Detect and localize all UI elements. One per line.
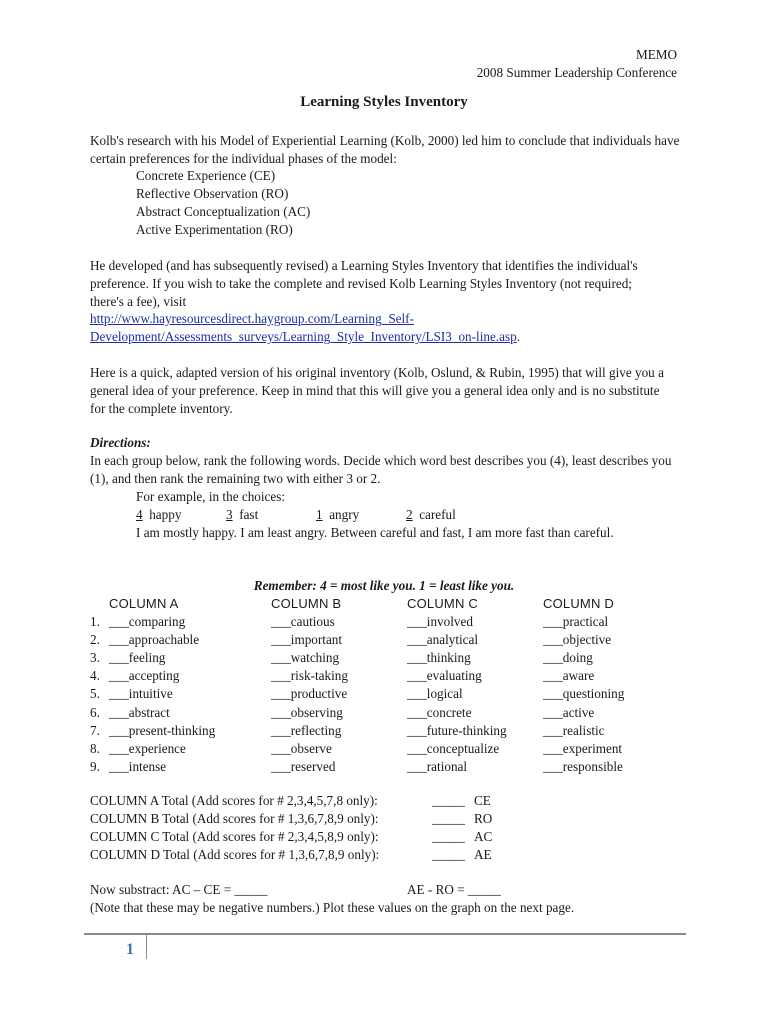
subtract-ac-ce: Now substract: AC – CE = _____ bbox=[90, 882, 268, 897]
row-number: 6. bbox=[90, 704, 100, 720]
total-blank[interactable]: _____ bbox=[432, 793, 465, 808]
rank-item-c[interactable]: ___logical bbox=[407, 686, 463, 702]
rank-item-b[interactable]: ___cautious bbox=[271, 614, 335, 629]
footer-rule bbox=[84, 933, 686, 935]
example-intro: For example, in the choices: bbox=[136, 489, 286, 504]
row-number: 4. bbox=[90, 668, 100, 684]
column-header-c: COLUMN C bbox=[407, 596, 478, 611]
total-label: COLUMN C Total (Add scores for # 2,3,4,5,8,9 only): bbox=[90, 829, 379, 844]
rank-item-a[interactable]: ___approachable bbox=[109, 632, 200, 648]
total-blank[interactable]: _____ bbox=[432, 847, 465, 862]
subtract-note: (Note that these may be negative numbers.) Plot these values on the graph on the next page. bbox=[90, 900, 575, 915]
total-label: COLUMN B Total (Add scores for # 1,3,6,7,8,9 only): bbox=[90, 811, 379, 826]
phase-item: Concrete Experience (CE) bbox=[136, 168, 276, 183]
rank-item-c[interactable]: ___analytical bbox=[407, 632, 479, 648]
rank-item-b[interactable]: ___observe bbox=[271, 740, 332, 756]
example-item: 2 careful bbox=[406, 507, 456, 522]
developed-paragraph: He developed (and has subsequently revised) a Learning Styles Inventory that identifies the individual's preference. If you wish to take the complete and revised Kolb Learning Styles Inventory (not required; there's a fee), visit bbox=[90, 258, 638, 309]
rank-item-d[interactable]: ___questioning bbox=[543, 686, 625, 702]
page-title: Learning Styles Inventory bbox=[300, 94, 468, 110]
rank-item-c[interactable]: ___evaluating bbox=[407, 668, 482, 684]
rank-item-b[interactable]: ___important bbox=[271, 632, 343, 648]
total-code: AC bbox=[474, 829, 493, 844]
footer-divider bbox=[146, 935, 147, 959]
rank-item-d[interactable]: ___responsible bbox=[543, 758, 623, 774]
total-code: RO bbox=[474, 811, 493, 826]
row-number: 2. bbox=[90, 632, 100, 648]
column-header-b: COLUMN B bbox=[271, 596, 342, 611]
rank-item-a[interactable]: ___intense bbox=[109, 758, 167, 774]
rank-item-a[interactable]: ___feeling bbox=[109, 650, 166, 666]
intro-paragraph: Kolb's research with his Model of Experiential Learning (Kolb, 2000) led him to conclude that individuals have certain preferences for the individual phases of the model: bbox=[90, 133, 680, 166]
total-code: AE bbox=[474, 847, 492, 862]
rank-item-b[interactable]: ___reflecting bbox=[271, 722, 342, 738]
inventory-link[interactable]: http://www.hayresourcesdirect.haygroup.com/Learning_Self- bbox=[90, 311, 414, 326]
rank-item-a[interactable]: ___intuitive bbox=[109, 686, 173, 702]
directions-heading: Directions: bbox=[90, 435, 151, 450]
total-label: COLUMN D Total (Add scores for # 1,3,6,7,8,9 only): bbox=[90, 847, 380, 862]
row-number: 5. bbox=[90, 686, 100, 702]
rank-item-c[interactable]: ___conceptualize bbox=[407, 740, 500, 756]
rank-item-d[interactable]: ___active bbox=[543, 704, 595, 720]
rank-item-c[interactable]: ___future-thinking bbox=[407, 722, 507, 738]
row-number: 8. bbox=[90, 740, 100, 756]
row-number: 3. bbox=[90, 650, 100, 666]
rank-item-d[interactable]: ___experiment bbox=[543, 740, 623, 756]
example-explanation: I am mostly happy. I am least angry. Between careful and fast, I am more fast than careful. bbox=[136, 525, 614, 540]
rank-item-c[interactable]: ___thinking bbox=[407, 650, 471, 666]
phase-item: Reflective Observation (RO) bbox=[136, 186, 289, 201]
rank-item-d[interactable]: ___doing bbox=[543, 650, 593, 666]
total-label: COLUMN A Total (Add scores for # 2,3,4,5,7,8 only): bbox=[90, 793, 378, 808]
rank-item-a[interactable]: ___accepting bbox=[109, 668, 180, 684]
example-item: 1 angry bbox=[316, 507, 360, 522]
total-blank[interactable]: _____ bbox=[432, 829, 465, 844]
rank-item-d[interactable]: ___objective bbox=[543, 632, 612, 648]
rank-item-b[interactable]: ___productive bbox=[271, 686, 348, 702]
phase-item: Abstract Conceptualization (AC) bbox=[136, 204, 311, 219]
conference-label: 2008 Summer Leadership Conference bbox=[476, 65, 677, 80]
row-number: 1. bbox=[90, 614, 100, 629]
example-item: 4 happy bbox=[136, 507, 182, 522]
page-number: 1 bbox=[126, 941, 134, 958]
subtract-ae-ro: AE - RO = _____ bbox=[407, 882, 501, 897]
row-number: 9. bbox=[90, 758, 100, 774]
rank-item-a[interactable]: ___present-thinking bbox=[109, 722, 216, 738]
total-code: CE bbox=[474, 793, 491, 808]
column-header-a: COLUMN A bbox=[109, 596, 179, 611]
rank-item-b[interactable]: ___watching bbox=[271, 650, 340, 666]
memo-label: MEMO bbox=[635, 47, 677, 62]
quick-paragraph: Here is a quick, adapted version of his original inventory (Kolb, Oslund, & Rubin, 1995) that will give you a general idea of your preference. Keep in mind that this will give you a general idea only and is no substitute for the complete inventory. bbox=[90, 365, 664, 416]
column-header-d: COLUMN D bbox=[543, 596, 614, 611]
rank-item-c[interactable]: ___concrete bbox=[407, 704, 472, 720]
rank-item-a[interactable]: ___experience bbox=[109, 740, 186, 756]
directions-text: In each group below, rank the following words. Decide which word best describes you (4), least describes you (1), and then rank the remaining two with either 3 or 2. bbox=[90, 453, 672, 486]
rank-item-d[interactable]: ___aware bbox=[543, 668, 595, 684]
inventory-link-cont[interactable]: Development/Assessments_surveys/Learning_Style_Inventory/LSI3_on-line.asp bbox=[90, 329, 517, 344]
example-item: 3 fast bbox=[226, 507, 259, 522]
remember-note: Remember: 4 = most like you. 1 = least like you. bbox=[253, 578, 515, 593]
rank-item-c[interactable]: ___involved bbox=[407, 614, 473, 629]
rank-item-b[interactable]: ___risk-taking bbox=[271, 668, 348, 684]
inventory-link-line2[interactable]: Development/Assessments_surveys/Learning_Style_Inventory/LSI3_on-line.asp. bbox=[90, 329, 520, 344]
row-number: 7. bbox=[90, 722, 100, 738]
rank-item-b[interactable]: ___observing bbox=[271, 704, 343, 720]
rank-item-c[interactable]: ___rational bbox=[407, 758, 468, 774]
total-blank[interactable]: _____ bbox=[432, 811, 465, 826]
rank-item-d[interactable]: ___practical bbox=[543, 614, 609, 629]
inventory-link-line1[interactable] bbox=[90, 310, 414, 328]
rank-item-a[interactable]: ___comparing bbox=[109, 614, 186, 629]
rank-item-a[interactable]: ___abstract bbox=[109, 704, 170, 720]
rank-item-b[interactable]: ___reserved bbox=[271, 758, 336, 774]
rank-item-d[interactable]: ___realistic bbox=[543, 722, 605, 738]
phase-item: Active Experimentation (RO) bbox=[136, 222, 293, 237]
